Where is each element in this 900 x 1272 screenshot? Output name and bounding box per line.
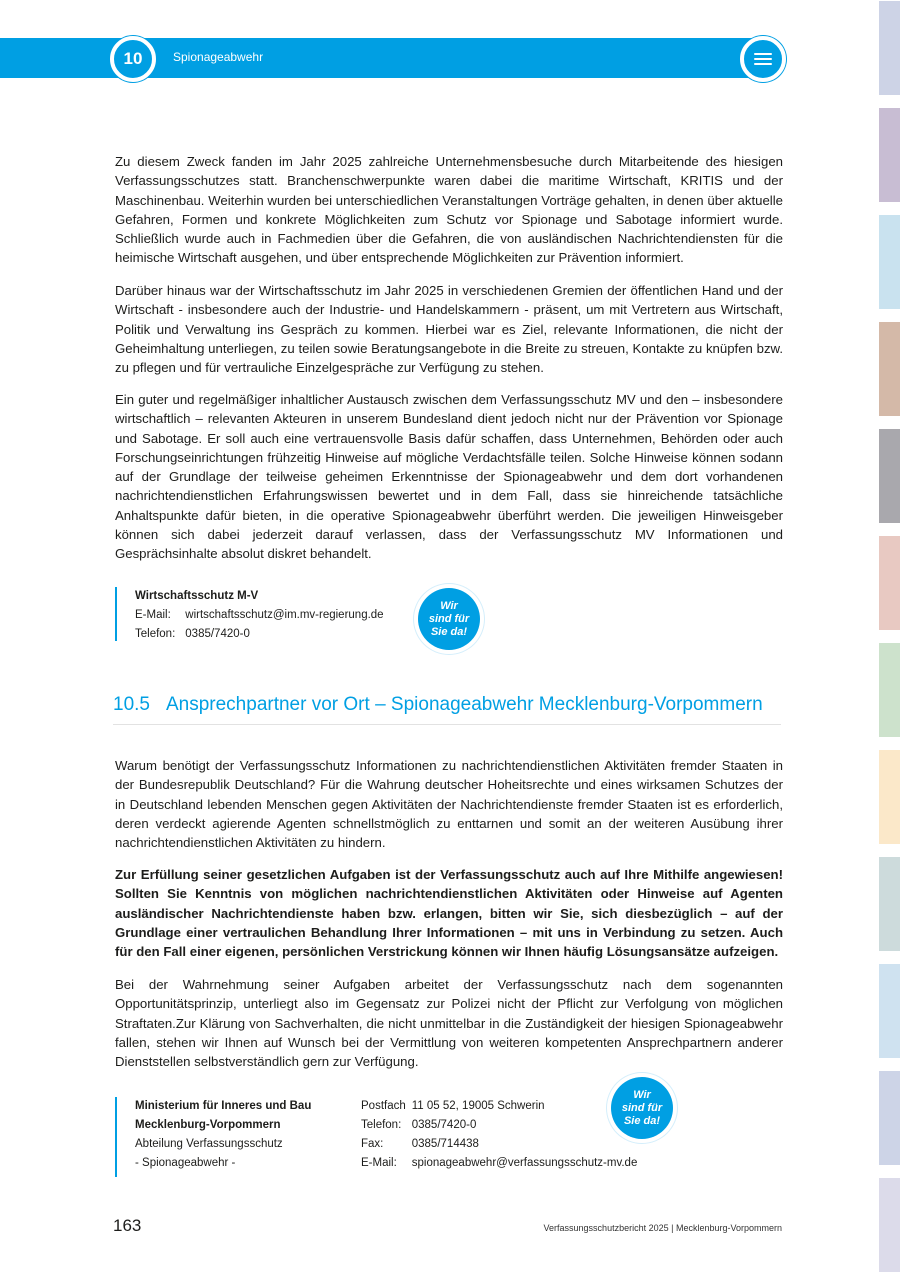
section-tab-7[interactable] — [879, 643, 900, 737]
contact-box-ministerium — [115, 1097, 345, 1177]
section-tab-11[interactable] — [879, 1071, 900, 1165]
hamburger-menu-icon — [754, 53, 772, 55]
section-tab-9[interactable] — [879, 857, 900, 951]
chapter-number: 10 — [123, 49, 143, 68]
paragraph: Darüber hinaus war der Wirtschaftsschutz im Jahr 2025 in verschiedenen Gremien der öffentlichen Hand und der Wirtschaft - insbesondere auch der Industrie- und Handelskammern - präsent, um mit Vertretern aus Wirtschaft, Politik und Verwaltung ins Gespräch zu kommen. Hierbei war es Ziel, relevante Informationen, die nicht der Geheimhaltung unterliegen, zu teilen sowie Beratungsangebote in die Breite zu streuen, Kontakte zu knüpfen bzw. zu pflegen und für vertrauliche Einzelgespräche zur Verfügung zu stehen. — [115, 283, 783, 376]
wir-sind-fuer-sie-da-badge: Wir sind für Sie da! — [611, 1077, 673, 1139]
footer-text: Verfassungsschutzbericht 2025 | Mecklenburg-Vorpommern — [543, 1223, 782, 1233]
paragraph-emphasis: Zur Erfüllung seiner gesetzlichen Aufgaben ist der Verfassungsschutz auch auf Ihre Mithilfe angewiesen! Sollten Sie Kenntnis von möglichen nachrichtendienstlichen Aktivitäten oder Hinweise auf Agenten ausländischer Nachrichtendienste haben bzw. erlangen, bitten wir Sie, sich diesbezüglich – auf der Grundlage einer vertraulichen Behandlung Ihrer Informationen – mit uns in Verbindung zu setzen. Auch für den Fall einer eigenen, persönlichen Verstrickung können wir Ihnen häufig Lösungsansätze aufzeigen. — [115, 867, 783, 960]
section-tab-8[interactable] — [879, 750, 900, 844]
section-tab-4[interactable] — [879, 322, 900, 416]
org-name-line2: Mecklenburg-Vorpommern — [135, 1119, 281, 1131]
department: Abteilung Verfassungsschutz — [135, 1138, 283, 1150]
chapter-number-badge — [110, 36, 156, 82]
paragraph: Zu diesem Zweck fanden im Jahr 2025 zahlreiche Unternehmensbesuche durch Mitarbeitende des hiesigen Verfassungsschutzes statt. Branchenschwerpunkte waren dabei die maritime Wirtschaft, KRITIS und der Maschinenbau. Weiterhin wurden bei unterschiedlichen Veranstaltungen Vorträge gehalten, in denen über aktuelle Gefahren, Formen und konkrete Möglichkeiten zum Schutz vor Spionage und Sabotage informiert wurde. Schließlich wurde auch in Fachmedien über die Gefahren, die von ausländischen Nachrichtendiensten für die heimische Wirtschaft ausgehen, und über entsprechende Möglichkeiten zur Prävention informiert. — [115, 154, 783, 266]
section-tab-12[interactable] — [879, 1178, 900, 1272]
postfach-value: 11 05 52, 19005 Schwerin — [411, 1100, 545, 1112]
contact-box-wirtschaftsschutz — [115, 587, 394, 641]
contact-details — [135, 606, 394, 644]
phone-label: Telefon: — [135, 628, 176, 640]
contact-details-ministerium — [343, 1097, 647, 1173]
email-link[interactable]: wirtschaftsschutz@im.mv-regierung.de — [185, 609, 384, 621]
phone-value: 0385/7420-0 — [411, 1119, 477, 1131]
section-tab-2[interactable] — [879, 108, 900, 202]
section-tab-3[interactable] — [879, 215, 900, 309]
wir-sind-fuer-sie-da-badge: Wir sind für Sie da! — [418, 588, 480, 650]
paragraph: Warum benötigt der Verfassungsschutz Informationen zu nachrichtendienstlichen Aktivitäten fremder Staaten in der Bundesrepublik Deutschland? Für die Wahrung deutscher Hoheitsrechte und eines wirksamen Schutzes der in Deutschland lebenden Menschen gegen Aktivitäten der Nachrichtendienste fremder Staaten ist es erforderlich, deren verdeckt agierende Agenten schnellstmöglich zu enttarnen und somit an der weiteren Ausübung ihrer nachrichtendienstlichen Aktivitäten zu hindern. — [115, 758, 783, 851]
phone-label: Telefon: — [361, 1119, 402, 1131]
section-heading — [113, 694, 781, 725]
section-tab-10[interactable] — [879, 964, 900, 1058]
section-tab-5[interactable] — [879, 429, 900, 523]
chapter-title: Spionageabwehr — [173, 50, 264, 64]
paragraph: Ein guter und regelmäßiger inhaltlicher Austausch zwischen dem Verfassungsschutz MV und den – insbesondere wirtschaftlich – relevanten Akteuren in unserem Bundesland dient jedoch nicht nur der Prävention vor Spionage und Sabotage. Er soll auch eine vertrauensvolle Basis dafür schaffen, dass Unternehmen, Behörden oder auch Forschungseinrichtungen frühzeitig Hinweise auf mögliche Verdachtsfälle teilen. Solche Hinweise können sodann auf der Grundlage der teilweise geheimen Erkenntnisse der Spionageabwehr und dem dort vorhandenen nachrichtendienstlichen Erfahrungswissen bewertet und in dem Fall, dass sie hinreichende tatsächliche Anhaltspunkte dafür bieten, in die operative Spionageabwehr überführt werden. Die jeweiligen Hinweisgeber können sich dabei jederzeit darauf verlassen, dass der Verfassungsschutz MV Informationen und Gesprächsinhalte absolut diskret behandelt. — [115, 392, 783, 562]
fax-value: 0385/714438 — [411, 1138, 479, 1150]
section-tab-6[interactable] — [879, 536, 900, 630]
unit: - Spionageabwehr - — [135, 1157, 236, 1169]
phone-value: 0385/7420-0 — [185, 628, 250, 640]
postfach-label: Postfach — [361, 1100, 406, 1112]
section-title: Ansprechpartner vor Ort – Spionageabwehr Mecklenburg-Vorpommern — [165, 694, 763, 715]
paragraph: Bei der Wahrnehmung seiner Aufgaben arbeitet der Verfassungsschutz nach dem sogenannten Opportunitätsprinzip, unterliegt also im Gegensatz zur Polizei nicht der Pflicht zur Verfolgung von möglichen Straftaten.Zur Klärung von Sachverhalten, die nicht unmittelbar in die Zuständigkeit der hiesigen Spionageabwehr fallen, stehen wir Ihnen auf Wunsch bei der Vermittlung von weiteren kompetenten Ansprechpartnern anderer Dienststellen selbstverständlich gern zur Verfügung. — [115, 977, 783, 1070]
page-number: 163 — [113, 1216, 142, 1235]
email-link[interactable]: spionageabwehr@verfassungsschutz-mv.de — [411, 1157, 638, 1169]
email-label: E-Mail: — [135, 609, 171, 621]
fax-label: Fax: — [361, 1138, 384, 1150]
menu-button[interactable] — [740, 36, 786, 82]
contact-name: Wirtschaftsschutz M-V — [135, 590, 259, 602]
email-label: E-Mail: — [361, 1157, 397, 1169]
section-number: 10.5 — [113, 694, 150, 715]
section-tab-1[interactable] — [879, 1, 900, 95]
org-name-line1: Ministerium für Inneres und Bau — [135, 1100, 312, 1112]
